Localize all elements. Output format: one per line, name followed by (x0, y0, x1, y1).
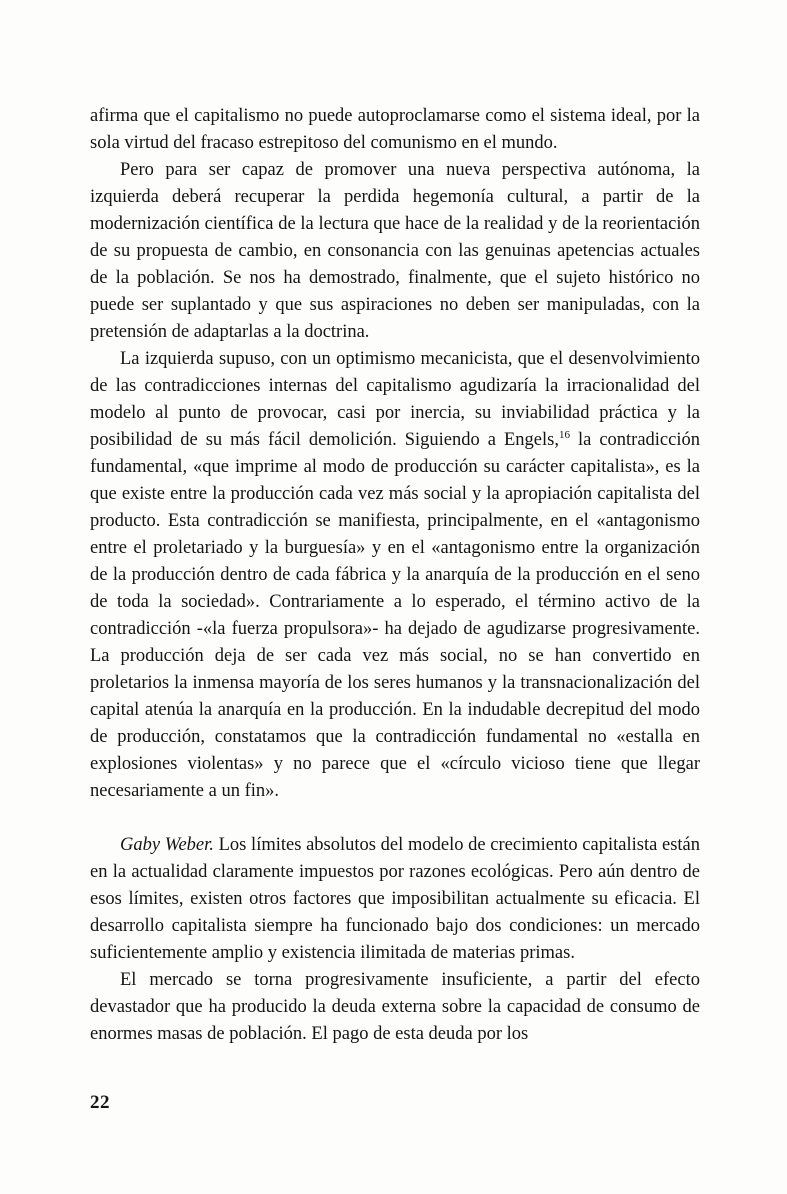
paragraph (90, 157, 700, 346)
text-segment: El mercado se torna progresivamente insuficiente, a partir del efecto devastador que ha producido la deuda externa sobre la capacidad de consumo de enormes masas de población. El pago de esta deuda por los (90, 970, 700, 1044)
text-segment: Los límites absolutos del modelo de crecimiento capitalista están en la actualidad claramente impuestos por razones ecológicas. Pero aún dentro de esos límites, existen otros factores que imposibilitan actualmente su eficacia. El desarrollo capitalista siempre ha funcionado bajo dos condiciones: un mercado suficientemente amplio y existencia ilimitada de materias primas. (90, 835, 700, 963)
speaker-name: Gaby Weber. (120, 835, 214, 855)
paragraph (90, 832, 700, 967)
text-segment: Pero para ser capaz de promover una nueva perspectiva autónoma, la izquierda deberá recuperar la perdida hegemonía cultural, a partir de la modernización científica de la lectura que hace de la realidad y de la reorientación de su propuesta de cambio, en consonancia con las genuinas apetencias actuales de la población. Se nos ha demostrado, finalmente, que el sujeto histórico no puede ser suplantado y que sus aspiraciones no deben ser manipuladas, con la pretensión de adaptarlas a la doctrina. (90, 160, 700, 342)
paragraph (90, 967, 700, 1048)
paragraph (90, 346, 700, 805)
text-segment: la contradicción fundamental, «que imprime al modo de producción su carácter capitalista», es la que existe entre la producción cada vez más social y la apropiación capitalista del producto. Esta contradicción se manifiesta, principalmente, en el «antagonismo entre el proletariado y la burguesía» y en el «antagonismo entre la organización de la producción dentro de cada fábrica y la anarquía de la producción en el seno de toda la sociedad». Contrariamente a lo esperado, el término activo de la contradicción -«la fuerza propulsora»- ha dejado de agudizarse progresivamente. La producción deja de ser cada vez más social, no se han convertido en proletarios la inmensa mayoría de los seres humanos y la transnacionalización del capital atenúa la anarquía en la producción. En la indudable decrepitud del modo de producción, constatamos que la contradicción fundamental no «estalla en explosiones violentas» y no parece que el «círculo vicioso tiene que llegar necesariamente a un fin». (90, 430, 700, 801)
paragraph (90, 103, 700, 157)
footnote-reference: 16 (558, 428, 570, 441)
page-number: 22 (90, 1092, 110, 1113)
text-block (90, 103, 700, 1048)
text-segment: afirma que el capitalismo no puede autoproclamarse como el sistema ideal, por la sola virtud del fracaso estrepitoso del comunismo en el mundo. (90, 106, 700, 153)
text-segment: La izquierda supuso, con un optimismo mecanicista, que el desenvolvimiento de las contradicciones internas del capitalismo agudizaría la irracionalidad del modelo al punto de provocar, casi por inercia, su inviabilidad práctica y la posibilidad de su más fácil demolición. Siguiendo a Engels, (90, 349, 700, 450)
